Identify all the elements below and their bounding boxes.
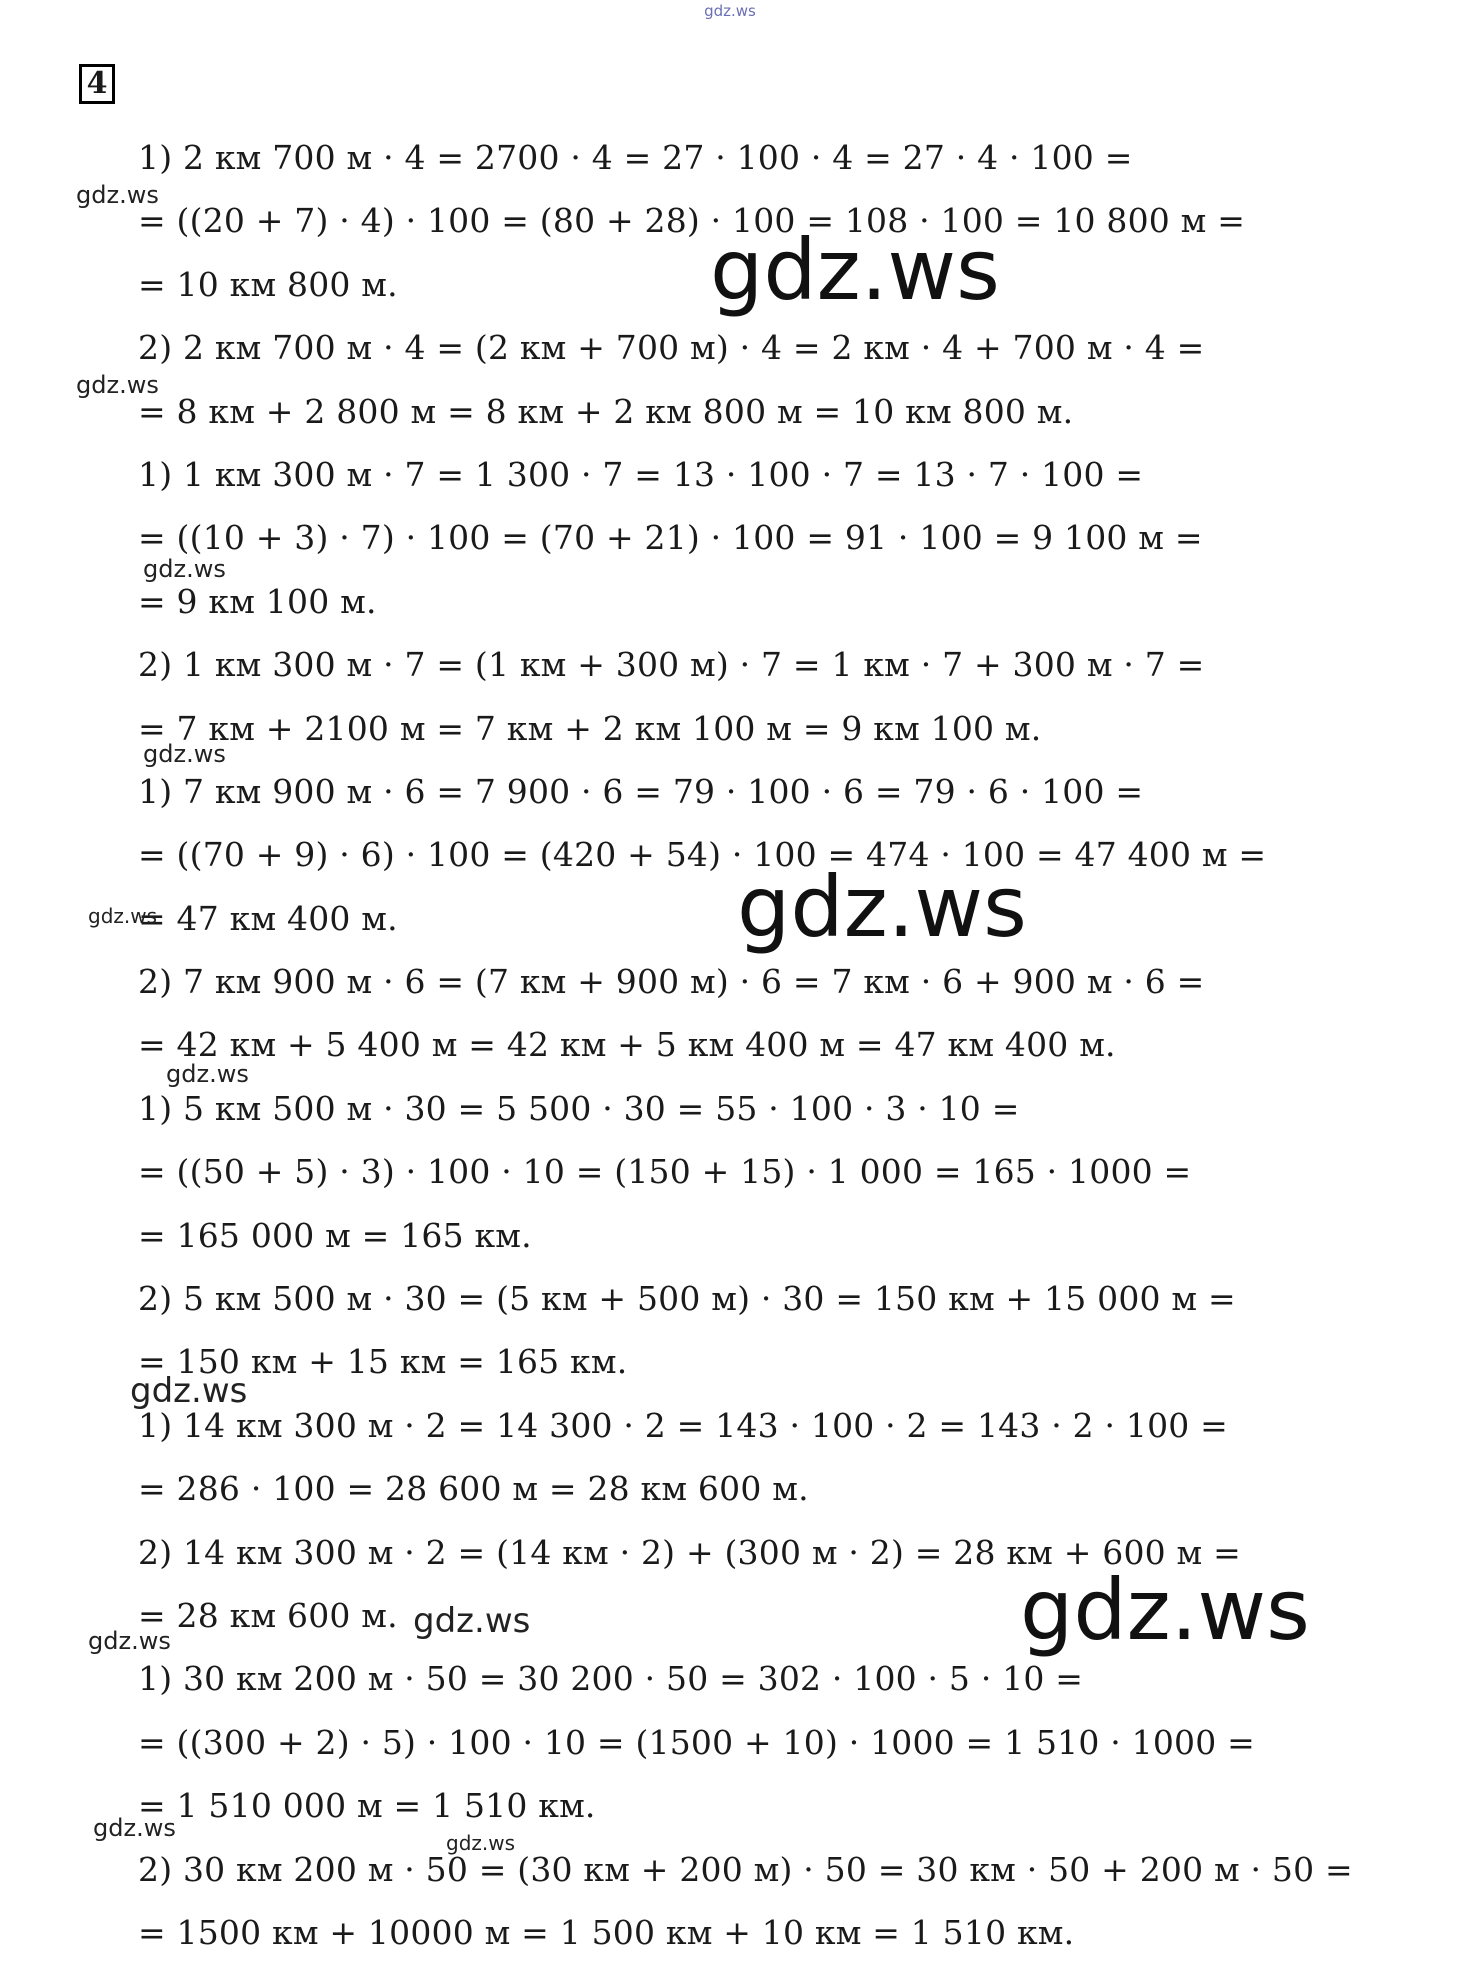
- solution-line: 2) 5 км 500 м · 30 = (5 км + 500 м) · 30 = 150 км + 15 000 м =: [138, 1279, 1236, 1319]
- solution-line: = 10 км 800 м.: [138, 264, 398, 304]
- watermark: gdz.ws: [1020, 1561, 1310, 1659]
- solution-line: = 1500 км + 10000 м = 1 500 км + 10 км = 1 510 км.: [138, 1912, 1075, 1952]
- solution-line: 2) 7 км 900 м · 6 = (7 км + 900 м) · 6 = 7 км · 6 + 900 м · 6 =: [138, 962, 1205, 1002]
- solution-line: 1) 1 км 300 м · 7 = 1 300 · 7 = 13 · 100 · 7 = 13 · 7 · 100 =: [138, 454, 1144, 494]
- solution-line: 2) 2 км 700 м · 4 = (2 км + 700 м) · 4 = 2 км · 4 + 700 м · 4 =: [138, 328, 1205, 368]
- solution-line: = ((10 + 3) · 7) · 100 = (70 + 21) · 100 = 91 · 100 = 9 100 м =: [138, 518, 1203, 558]
- solution-line: = 7 км + 2100 м = 7 км + 2 км 100 м = 9 км 100 м.: [138, 708, 1042, 748]
- task-number-box: 4: [79, 64, 115, 104]
- solution-line: 1) 5 км 500 м · 30 = 5 500 · 30 = 55 · 100 · 3 · 10 =: [138, 1088, 1020, 1128]
- solution-line: = 1 510 000 м = 1 510 км.: [138, 1786, 596, 1826]
- solution-line: 1) 30 км 200 м · 50 = 30 200 · 50 = 302 · 100 · 5 · 10 =: [138, 1659, 1084, 1699]
- header-watermark: gdz.ws: [704, 2, 756, 20]
- solution-line: = 9 км 100 м.: [138, 581, 377, 621]
- watermark: gdz.ws: [446, 1831, 516, 1855]
- watermark: gdz.ws: [143, 555, 226, 583]
- solution-line: 2) 1 км 300 м · 7 = (1 км + 300 м) · 7 = 1 км · 7 + 300 м · 7 =: [138, 645, 1205, 685]
- solution-line: 1) 14 км 300 м · 2 = 14 300 · 2 = 143 · 100 · 2 = 143 · 2 · 100 =: [138, 1405, 1229, 1445]
- solution-line: = ((300 + 2) · 5) · 100 · 10 = (1500 + 10) · 1000 = 1 510 · 1000 =: [138, 1722, 1255, 1762]
- solution-line: 2) 30 км 200 м · 50 = (30 км + 200 м) · 50 = 30 км · 50 + 200 м · 50 =: [138, 1849, 1353, 1889]
- solution-line: = 150 км + 15 км = 165 км.: [138, 1342, 628, 1382]
- solution-line: = ((70 + 9) · 6) · 100 = (420 + 54) · 100 = 474 · 100 = 47 400 м =: [138, 835, 1267, 875]
- watermark: gdz.ws: [76, 181, 159, 209]
- watermark: gdz.ws: [93, 1814, 176, 1842]
- solution-line: = 165 000 м = 165 км.: [138, 1215, 532, 1255]
- solution-line: 2) 14 км 300 м · 2 = (14 км · 2) + (300 м · 2) = 28 км + 600 м =: [138, 1532, 1241, 1572]
- watermark: gdz.ws: [88, 904, 158, 928]
- solution-line: 1) 2 км 700 м · 4 = 2700 · 4 = 27 · 100 · 4 = 27 · 4 · 100 =: [138, 138, 1133, 177]
- watermark: gdz.ws: [88, 1627, 171, 1655]
- watermark: gdz.ws: [143, 740, 226, 768]
- solution-line: 1) 7 км 900 м · 6 = 7 900 · 6 = 79 · 100 · 6 = 79 · 6 · 100 =: [138, 771, 1144, 811]
- solution-line: = ((20 + 7) · 4) · 100 = (80 + 28) · 100 = 108 · 100 = 10 800 м =: [138, 201, 1246, 241]
- solution-line: = 286 · 100 = 28 600 м = 28 км 600 м.: [138, 1469, 809, 1509]
- solution-line: = 47 км 400 м.: [138, 898, 398, 938]
- watermark: gdz.ws: [710, 221, 1000, 319]
- solution-line: = 8 км + 2 800 м = 8 км + 2 км 800 м = 10 км 800 м.: [138, 391, 1074, 431]
- solution-line: = 42 км + 5 400 м = 42 км + 5 км 400 м = 47 км 400 м.: [138, 1025, 1116, 1065]
- watermark: gdz.ws: [130, 1371, 248, 1411]
- solution-text: [138, 126, 1398, 1964]
- watermark: gdz.ws: [413, 1601, 531, 1641]
- solution-line: = ((50 + 5) · 3) · 100 · 10 = (150 + 15) · 1 000 = 165 · 1000 =: [138, 1152, 1192, 1192]
- watermark: gdz.ws: [737, 858, 1027, 956]
- solution-line: = 28 км 600 м.: [138, 1595, 398, 1635]
- watermark: gdz.ws: [76, 371, 159, 399]
- watermark: gdz.ws: [166, 1060, 249, 1088]
